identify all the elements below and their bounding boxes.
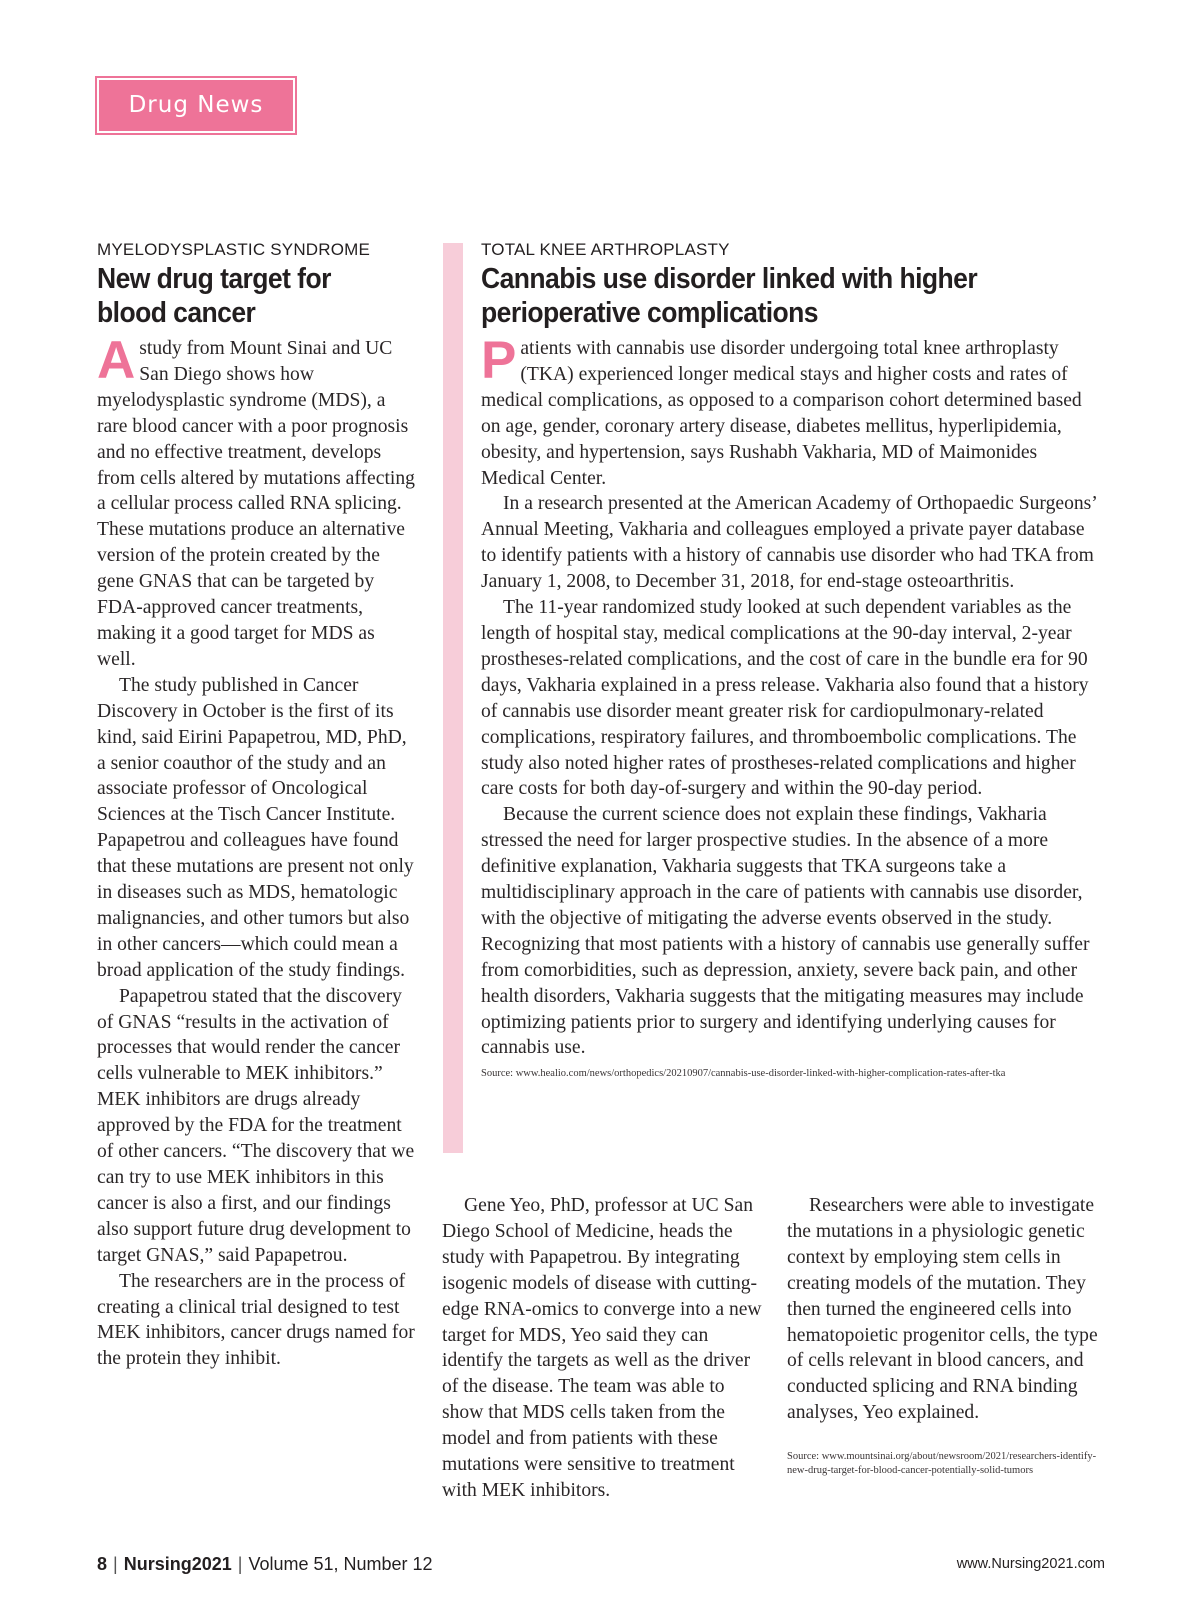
article-mds-body-part3-text: [787, 1193, 1105, 1426]
issue-info: Volume 51, Number 12: [248, 1554, 433, 1574]
article-mds: [97, 240, 415, 1372]
article-tka-paragraph-1: [481, 331, 1103, 491]
article-tka-title: Cannabis use disorder linked with higher perioperative complications: [481, 263, 978, 329]
drop-cap: P: [481, 331, 517, 390]
journal-name: Nursing2021: [123, 1554, 232, 1574]
section-tag: [97, 78, 295, 133]
article-tka-source: Source: www.healio.com/news/orthopedics/20210907/cannabis-use-disorder-linked-with-higher-complication-rates-after-tka: [481, 1068, 1006, 1080]
article-tka-paragraph-3: The 11-year randomized study looked at such dependent variables as the length of hospital stay, medical complications at the 90-day interval, 2-year prostheses-related complications, and the cost of care in the bundle era for 90 days, Vakharia explained in a press release. Vakharia also found that a history of cannabis use disorder meant greater risk for cardiopulmonary-related complications, respiratory failures, and thromboembolic complications. The study also noted higher rates of prostheses-related complications and higher care costs for both day-of-surgery and within the 90-day period.: [481, 597, 1089, 800]
article-tka-kicker: TOTAL KNEE ARTHROPLASTY: [481, 240, 730, 259]
article-tka-paragraph-2: In a research presented at the American Academy of Orthopaedic Surgeons’ Annual Meeting, Vakharia and colleagues employed a private payer database to identify patients with a history of cannabis use disorder who had TKA from January 1, 2008, to December 31, 2018, for end-stage osteoarthritis.: [481, 493, 1097, 593]
sidebar-accent-bar: [443, 243, 463, 1153]
article-mds-paragraph-2: The study published in Cancer Discovery in October is the first of its kind, said Eirini Papapetrou, MD, PhD, a senior coauthor of the study and an associate professor of Oncological Sciences at the Tisch Cancer Institute. Papapetrou and colleagues have found that these mutations are present not only in diseases such as MDS, hematologic malignancies, and other tumors but also in other cancers—which could mean a broad application of the study findings.: [97, 674, 414, 981]
article-tka-paragraph-4: Because the current science does not explain these findings, Vakharia stressed the need for larger prospective studies. In the absence of a more definitive explanation, Vakharia suggests that TKA surgeons take a multidisciplinary approach in the care of patients with cannabis use disorder, with the objective of mitigating the adverse events observed in the study. Recognizing that most patients with a history of cannabis use generally suffer from comorbidities, such as depression, anxiety, severe back pain, and other health disorders, Vakharia suggests that the mitigating measures may include optimizing patients prior to surgery and identifying underlying causes for cannabis use.: [481, 804, 1090, 1059]
article-mds-source: Source: www.mountsinai.org/about/newsroom/2021/researchers-identify-new-drug-target-for-blood-cancer-potentially-solid-tumors: [787, 1451, 1097, 1477]
page-number: 8: [97, 1554, 108, 1574]
section-tag-label: Drug News: [128, 92, 264, 118]
footer-folio: [97, 1554, 433, 1575]
page-footer: [97, 1554, 1105, 1578]
article-tka-sidebar: [481, 240, 1103, 1081]
footer-separator: |: [113, 1554, 118, 1574]
article-mds-paragraph-4: The researchers are in the process of creating a clinical trial designed to test MEK inhibitors, cancer drugs named for the protein they inhibit.: [97, 1270, 415, 1370]
article-mds-body-part2: [442, 1193, 764, 1504]
paragraph-text: study from Mount Sinai and UC San Diego shows how myelodysplastic syndrome (MDS), a rare blood cancer with a poor prognosis and no effective treatment, develops from cells altered by mutations affecting a cellular process called RNA splicing. These mutations produce an alternative version of the protein created by the gene GNAS that can be targeted by FDA-approved cancer treatments, making it a good target for MDS as well.: [97, 338, 415, 670]
drop-cap: A: [97, 331, 136, 390]
article-tka-body: [481, 331, 1103, 1061]
article-mds-title: New drug target for blood cancer: [97, 263, 331, 329]
article-mds-body-part3: [787, 1193, 1105, 1478]
article-mds-paragraph-3: Papapetrou stated that the discovery of GNAS “results in the activation of processes that would render the cancer cells vulnerable to MEK inhibitors.” MEK inhibitors are drugs already approved by the FDA for the treatment of other cancers. “The discovery that we can try to use MEK inhibitors in this cancer is also a first, and our findings also support future drug development to target GNAS,” said Papapetrou.: [97, 985, 415, 1266]
article-mds-paragraph-6: Researchers were able to investigate the mutations in a physiologic genetic context by employing stem cells in creating models of the mutation. They then turned the engineered cells into hematopoietic progenitor cells, the type of cells relevant in blood cancers, and conducted splicing and RNA binding analyses, Yeo explained.: [787, 1195, 1098, 1424]
article-mds-kicker: MYELODYSPLASTIC SYNDROME: [97, 240, 371, 259]
article-mds-paragraph-1: [97, 331, 415, 673]
footer-website: www.Nursing2021.com: [956, 1556, 1105, 1572]
article-mds-paragraph-5: Gene Yeo, PhD, professor at UC San Diego School of Medicine, heads the study with Papapetrou. By integrating isogenic models of disease with cutting-edge RNA-omics to converge into a new target for MDS, Yeo said they can identify the targets as well as the driver of the disease. The team was able to show that MDS cells taken from the model and from patients with these mutations were sensitive to treatment with MEK inhibitors.: [442, 1195, 762, 1501]
paragraph-text: atients with cannabis use disorder undergoing total knee arthroplasty (TKA) experienced longer medical stays and higher costs and rates of medical complications, as opposed to a comparison cohort determined based on age, gender, coronary artery disease, diabetes mellitus, hyperlipidemia, obesity, and hypertension, says Rushabh Vakharia, MD of Maimonides Medical Center.: [481, 338, 1082, 489]
footer-separator: |: [237, 1554, 243, 1574]
article-mds-body-part1: [97, 331, 415, 1372]
